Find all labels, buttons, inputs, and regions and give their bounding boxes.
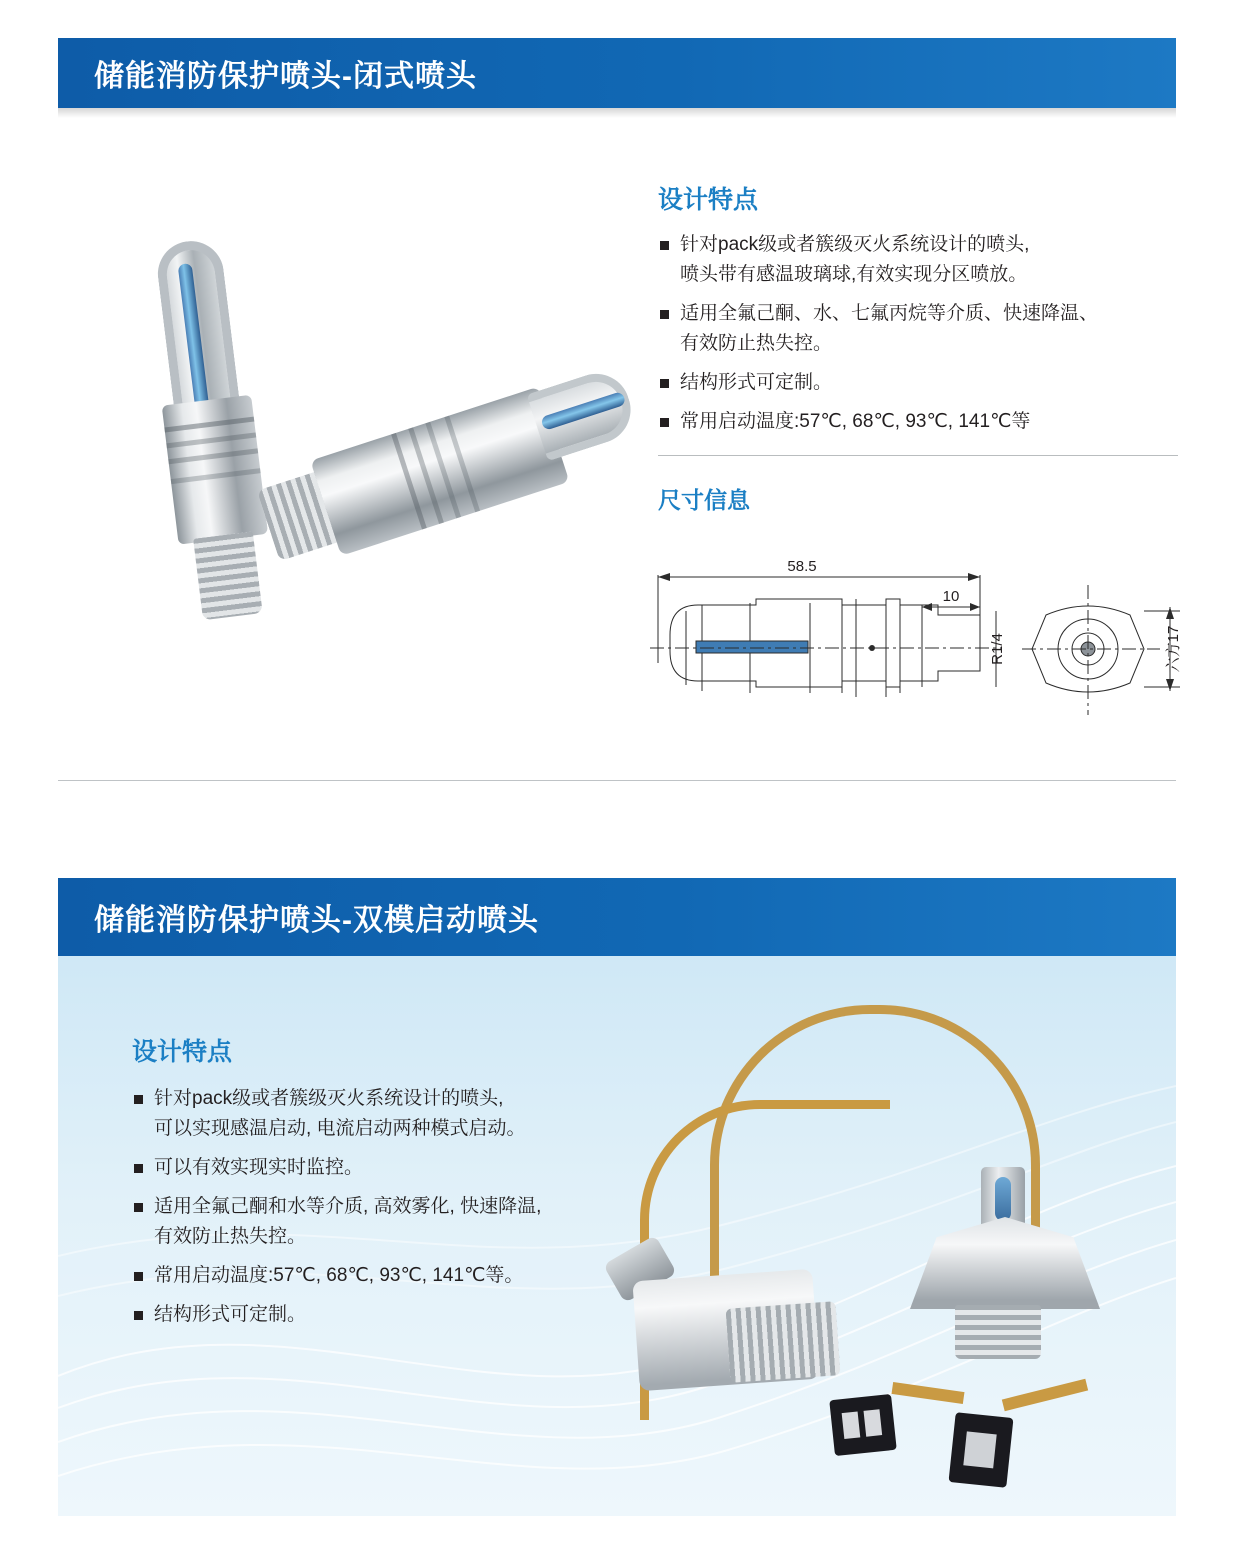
nozzle-vertical-illustration: [132, 235, 287, 626]
section1-banner-shadow: [58, 108, 1176, 118]
dim-overall-length: 58.5: [787, 558, 817, 575]
nozzle-diagonal-illustration: [248, 345, 653, 596]
section1-features-list: [658, 230, 1178, 437]
list-item: 常用启动温度:57℃, 68℃, 93℃, 141℃等。: [132, 1261, 662, 1291]
section2-banner: [58, 878, 1176, 956]
list-item: 适用全氟己酮和水等介质, 高效雾化, 快速降温, 有效防止热失控。: [132, 1192, 662, 1252]
section1-text-column: [658, 180, 1178, 521]
connector-plug-right: [949, 1412, 1014, 1488]
dim-hex-spec: 六方17: [1165, 625, 1182, 673]
connector-plug-left: [829, 1394, 897, 1456]
dim-thread-spec: R1/4: [989, 633, 1006, 665]
list-item: 可以有效实现实时监控。: [132, 1153, 662, 1183]
list-item: 结构形式可定制。: [132, 1300, 662, 1330]
section1-title: 储能消防保护喷头-闭式喷头: [94, 60, 477, 93]
section1-banner: [58, 38, 1176, 108]
section-divider: [58, 780, 1176, 781]
dim-thread-length: 10: [942, 588, 960, 605]
section2-features-heading: 设计特点: [132, 1038, 233, 1066]
list-item: 针对pack级或者簇级灭火系统设计的喷头, 可以实现感温启动, 电流启动两种模式启动。: [132, 1084, 662, 1144]
section1-divider: [658, 455, 1178, 456]
section1-product-photo: [60, 160, 640, 680]
list-item: 针对pack级或者簇级灭火系统设计的喷头, 喷头带有感温玻璃球,有效实现分区喷放。: [658, 230, 1178, 290]
list-item: 结构形式可定制。: [658, 368, 1178, 398]
ribbon-tail-left: [892, 1382, 965, 1404]
section2-product-photo: [600, 985, 1180, 1525]
valve-thread: [726, 1301, 841, 1382]
dual-mode-nozzle-thread: [955, 1305, 1041, 1359]
list-item: 适用全氟己酮、水、七氟丙烷等介质、快速降温、 有效防止热失控。: [658, 299, 1178, 359]
section1-features-heading: 设计特点: [658, 186, 759, 214]
list-item: 常用启动温度:57℃, 68℃, 93℃, 141℃等: [658, 407, 1178, 437]
ribbon-tail-right: [1002, 1379, 1088, 1411]
dimension-drawing: [650, 545, 1190, 775]
section2-text-column: [132, 1032, 662, 1339]
nozzle-thread: [193, 532, 263, 621]
nozzle-body-diagonal: [310, 387, 569, 556]
section2-title: 储能消防保护喷头-双模启动喷头: [94, 904, 539, 937]
section1-dimension-heading: 尺寸信息: [658, 487, 750, 513]
section2-features-list: [132, 1084, 662, 1330]
